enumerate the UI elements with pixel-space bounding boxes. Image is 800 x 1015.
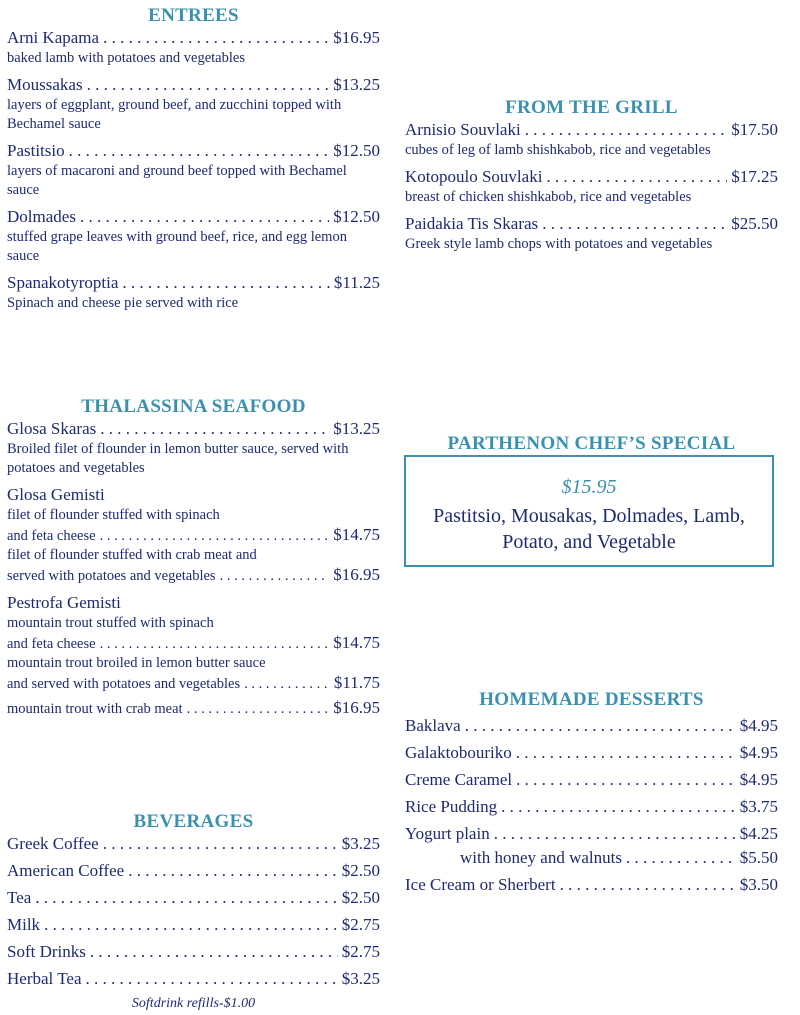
item-name: Kotopoulo Souvlaki [405, 167, 543, 186]
menu-item [7, 968, 380, 990]
item-price: $14.75 [333, 633, 380, 652]
item-price: $16.95 [333, 565, 380, 584]
item-name: Creme Caramel [405, 770, 513, 789]
menu-item [7, 206, 380, 266]
item-description: filet of flounder stuffed with spinach [7, 507, 220, 523]
menu-item [7, 27, 380, 68]
menu-item [405, 715, 778, 737]
menu-item [7, 860, 380, 882]
item-description: Broiled filet of flounder in lemon butter sauce, served with potatoes and vegetables [7, 441, 349, 476]
item-price: $4.25 [739, 824, 778, 843]
seafood-heading: THALASSINA SEAFOOD [81, 396, 306, 417]
menu-item [7, 272, 380, 313]
grill-heading: FROM THE GRILL [505, 97, 678, 118]
menu-item [405, 796, 778, 818]
item-name: Dolmades [7, 207, 76, 226]
desserts-heading: HOMEMADE DESSERTS [479, 689, 704, 710]
item-description: mountain trout broiled in lemon butter sauce [7, 655, 266, 671]
item-description: served with potatoes and vegetables [7, 568, 216, 584]
menu-item [7, 140, 380, 200]
menu-item [405, 742, 778, 764]
item-description: baked lamb with potatoes and vegetables [7, 50, 245, 66]
item-price: $16.95 [333, 698, 380, 717]
item-price: $2.50 [341, 888, 380, 907]
item-price: $13.25 [333, 75, 380, 94]
item-price: $12.50 [333, 207, 380, 226]
item-price: $2.50 [341, 861, 380, 880]
item-description: stuffed grape leaves with ground beef, rice, and egg lemon sauce [7, 229, 347, 264]
item-name: Paidakia Tis Skaras [405, 214, 539, 233]
item-price: $2.75 [341, 942, 380, 961]
item-price: $3.50 [739, 875, 778, 894]
item-price: $17.25 [731, 167, 778, 186]
item-price: $12.50 [333, 141, 380, 160]
item-name: with honey and walnuts [460, 848, 622, 867]
item-name: American Coffee [7, 861, 125, 880]
item-description: Greek style lamb chops with potatoes and vegetables [405, 236, 713, 252]
item-description: and feta cheese [7, 528, 96, 544]
special-price: $15.95 [561, 476, 617, 498]
item-price: $2.75 [341, 915, 380, 934]
item-description: and served with potatoes and vegetables [7, 676, 241, 692]
item-name: Glosa Gemisti [7, 485, 105, 504]
beverages-heading: BEVERAGES [133, 811, 254, 832]
item-name: Glosa Skaras [7, 419, 97, 438]
item-price: $4.95 [739, 770, 778, 789]
menu-item [405, 166, 778, 207]
menu-item [7, 484, 380, 586]
item-description: cubes of leg of lamb shishkabob, rice and vegetables [405, 142, 711, 158]
item-name: Rice Pudding [405, 797, 498, 816]
item-name: Milk [7, 915, 41, 934]
menu-item [7, 914, 380, 936]
item-description: layers of macaroni and ground beef topped with Bechamel sauce [7, 163, 347, 198]
special-section [405, 433, 778, 455]
desserts-section [405, 689, 778, 896]
item-name: Galaktobouriko [405, 743, 512, 762]
grill-section [405, 97, 778, 260]
item-name: Herbal Tea [7, 969, 82, 988]
item-description: and feta cheese [7, 636, 96, 652]
item-description: mountain trout stuffed with spinach [7, 615, 214, 631]
item-price: $11.25 [333, 273, 380, 292]
menu-item [7, 418, 380, 478]
item-price: $14.75 [333, 525, 380, 544]
menu-item [405, 847, 778, 869]
item-price: $3.25 [341, 834, 380, 853]
menu-item [405, 119, 778, 160]
menu-item [405, 823, 778, 845]
item-name: Yogurt plain [405, 824, 490, 843]
item-price: $25.50 [731, 214, 778, 233]
item-price: $4.95 [739, 743, 778, 762]
item-name: Pastitsio [7, 141, 65, 160]
special-box [404, 455, 774, 567]
menu-item [7, 74, 380, 134]
item-price: $3.75 [739, 797, 778, 816]
item-price: $3.25 [341, 969, 380, 988]
item-description: Spinach and cheese pie served with rice [7, 295, 239, 311]
item-name: Arni Kapama [7, 28, 100, 47]
menu-item [7, 887, 380, 909]
menu-item [7, 833, 380, 855]
menu-item [7, 941, 380, 963]
item-name: Tea [7, 888, 32, 907]
item-price: $4.95 [739, 716, 778, 735]
item-name: Moussakas [7, 75, 83, 94]
item-description: layers of eggplant, ground beef, and zucchini topped with Bechamel sauce [7, 97, 342, 132]
entrees-heading: ENTREES [148, 5, 239, 26]
menu-item [7, 592, 380, 719]
item-name: Greek Coffee [7, 834, 99, 853]
menu-item [405, 213, 778, 254]
item-name: Arnisio Souvlaki [405, 120, 521, 139]
entrees-section [7, 5, 380, 319]
item-name: Spanakotyroptia [7, 273, 119, 292]
special-heading: PARTHENON CHEF’S SPECIAL [447, 433, 736, 454]
item-description: filet of flounder stuffed with crab meat and [7, 547, 257, 563]
special-description: Pastitsio, Mousakas, Dolmades, Lamb, Potato, and Vegetable [433, 505, 745, 553]
item-name: Baklava [405, 716, 461, 735]
item-name: Soft Drinks [7, 942, 86, 961]
item-name: Ice Cream or Sherbert [405, 875, 556, 894]
item-price: $13.25 [333, 419, 380, 438]
item-description: breast of chicken shishkabob, rice and vegetables [405, 189, 692, 205]
menu-item [405, 874, 778, 896]
item-description: mountain trout with crab meat [7, 701, 183, 717]
beverages-section [7, 811, 380, 990]
item-price: $17.50 [731, 120, 778, 139]
item-name: Pestrofa Gemisti [7, 593, 121, 612]
menu-item [405, 769, 778, 791]
seafood-section [7, 396, 380, 725]
item-price: $11.75 [333, 673, 380, 692]
refill-note: Softdrink refills-$1.00 [131, 996, 256, 1011]
item-price: $5.50 [739, 848, 778, 867]
item-price: $16.95 [333, 28, 380, 47]
